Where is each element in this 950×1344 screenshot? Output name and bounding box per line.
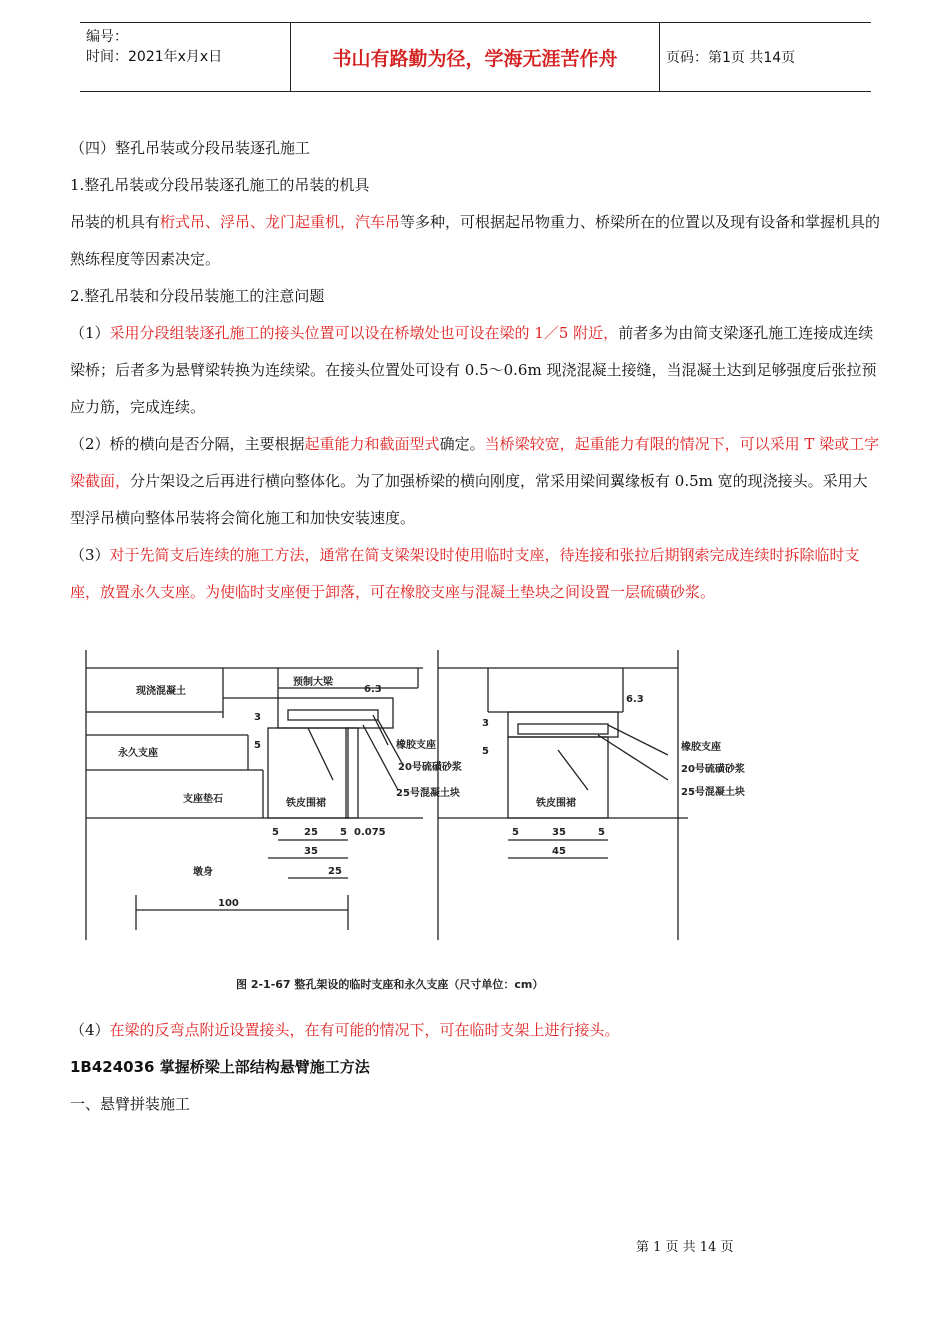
label-rubber-bearing: 橡胶支座: [396, 740, 436, 751]
document-body: [70, 130, 882, 611]
dim-r-35: 35: [552, 827, 566, 838]
dim-r-45: 45: [552, 846, 566, 857]
paragraph-note-2: （2）桥的横向是否分隔，主要根据起重能力和截面型式确定。当桥梁较宽，起重能力有限的情况下，可以采用 T 梁或工字梁截面，分片架设之后再进行横向整体化。为了加强桥梁的横向刚度，常采用梁间翼缘板有 0.5m 宽的现浇接头。采用大型浮吊横向整体吊装将会简化施工和加快安装速度。: [70, 435, 880, 527]
subheading-2: 2.整孔吊装和分段吊装施工的注意问题: [70, 287, 325, 305]
left-detail: [86, 650, 462, 940]
header-number-label: 编号：: [86, 29, 128, 45]
paragraph-note-4: （4）在梁的反弯点附近设置接头，在有可能的情况下，可在临时支架上进行接头。: [70, 1021, 620, 1039]
label-perm-bearing: 永久支座: [118, 748, 158, 759]
figure-caption: 图 2-1-67 整孔架设的临时支座和永久支座（尺寸单位：cm）: [236, 978, 544, 991]
subsection-heading: 一、悬臂拼装施工: [70, 1095, 191, 1113]
dim-35: 35: [304, 846, 318, 857]
header-date: 时间：2021年x月x日: [86, 49, 223, 65]
bearing-diagram: [78, 640, 745, 1000]
dim-r-6-3: 6.3: [626, 694, 644, 705]
dim-r-3: 3: [482, 718, 489, 729]
dim-0-075: 0.075: [354, 827, 386, 838]
paragraph-note-3: （3）对于先简支后连续的施工方法，通常在简支梁架设时使用临时支座，待连接和张拉后期钢索完成连续时拆除临时支座，放置永久支座。为使临时支座便于卸落，可在橡胶支座与混凝土垫块之间设置一层硫磺砂浆。: [70, 546, 860, 601]
label-pier: 墩身: [193, 867, 213, 878]
label-cast-concrete: 现浇混凝土: [136, 686, 186, 697]
paragraph-machinery: 吊装的机具有桁式吊、浮吊、龙门起重机，汽车吊等多种，可根据起吊物重力、桥梁所在的位置以及现有设备和掌握机具的熟练程度等因素决定。: [70, 213, 881, 268]
label-iron-skirt: 铁皮围裙: [286, 798, 326, 809]
dim-25: 25: [304, 827, 318, 838]
dim-100: 100: [218, 898, 239, 909]
section-heading: （四）整孔吊装或分段吊装逐孔施工: [70, 139, 311, 157]
label-rubber-bearing-r: 橡胶支座: [681, 742, 721, 753]
label-precast-beam: 预制大梁: [293, 677, 333, 688]
dim-3: 3: [254, 712, 261, 723]
header-page-info: 页码：第1页 共14页: [666, 50, 796, 66]
page-header: [80, 22, 871, 92]
dim-5b: 5: [340, 827, 347, 838]
label-iron-skirt-r: 铁皮围裙: [536, 798, 576, 809]
label-sulfur-mortar-r: 20号硫磺砂浆: [681, 764, 745, 775]
document-body-continued: [70, 1012, 882, 1123]
label-sulfur-mortar: 20号硫磺砂浆: [398, 762, 462, 773]
dim-5a: 5: [272, 827, 279, 838]
dim-6-3: 6.3: [364, 684, 382, 695]
section-title-1b424036: 1B424036 掌握桥梁上部结构悬臂施工方法: [70, 1058, 370, 1076]
label-concrete-block-r: 25号混凝土块: [681, 787, 745, 798]
dim-r-5: 5: [482, 746, 489, 757]
right-detail: [438, 650, 745, 940]
dim-r-5b: 5: [598, 827, 605, 838]
header-meta: [86, 27, 222, 67]
subheading-1: 1.整孔吊装或分段吊装逐孔施工的吊装的机具: [70, 176, 370, 194]
page-footer: 第 1 页 共 14 页: [636, 1240, 734, 1255]
dim-5: 5: [254, 740, 261, 751]
dim-r-5a: 5: [512, 827, 519, 838]
label-bearing-pad: 支座垫石: [183, 794, 223, 805]
dim-25b: 25: [328, 866, 342, 877]
paragraph-note-1: （1）采用分段组装逐孔施工的接头位置可以设在桥墩处也可设在梁的 1／5 附近，前者多为由简支梁逐孔施工连接成连续梁桥；后者多为悬臂梁转换为连续梁。在接头位置处可设有 0.5～0.6m 现浇混凝土接缝，当混凝土达到足够强度后张拉预应力筋，完成连续。: [70, 324, 877, 416]
label-concrete-block: 25号混凝土块: [396, 788, 460, 799]
header-motto: 书山有路勤为径，学海无涯苦作舟: [290, 23, 660, 91]
